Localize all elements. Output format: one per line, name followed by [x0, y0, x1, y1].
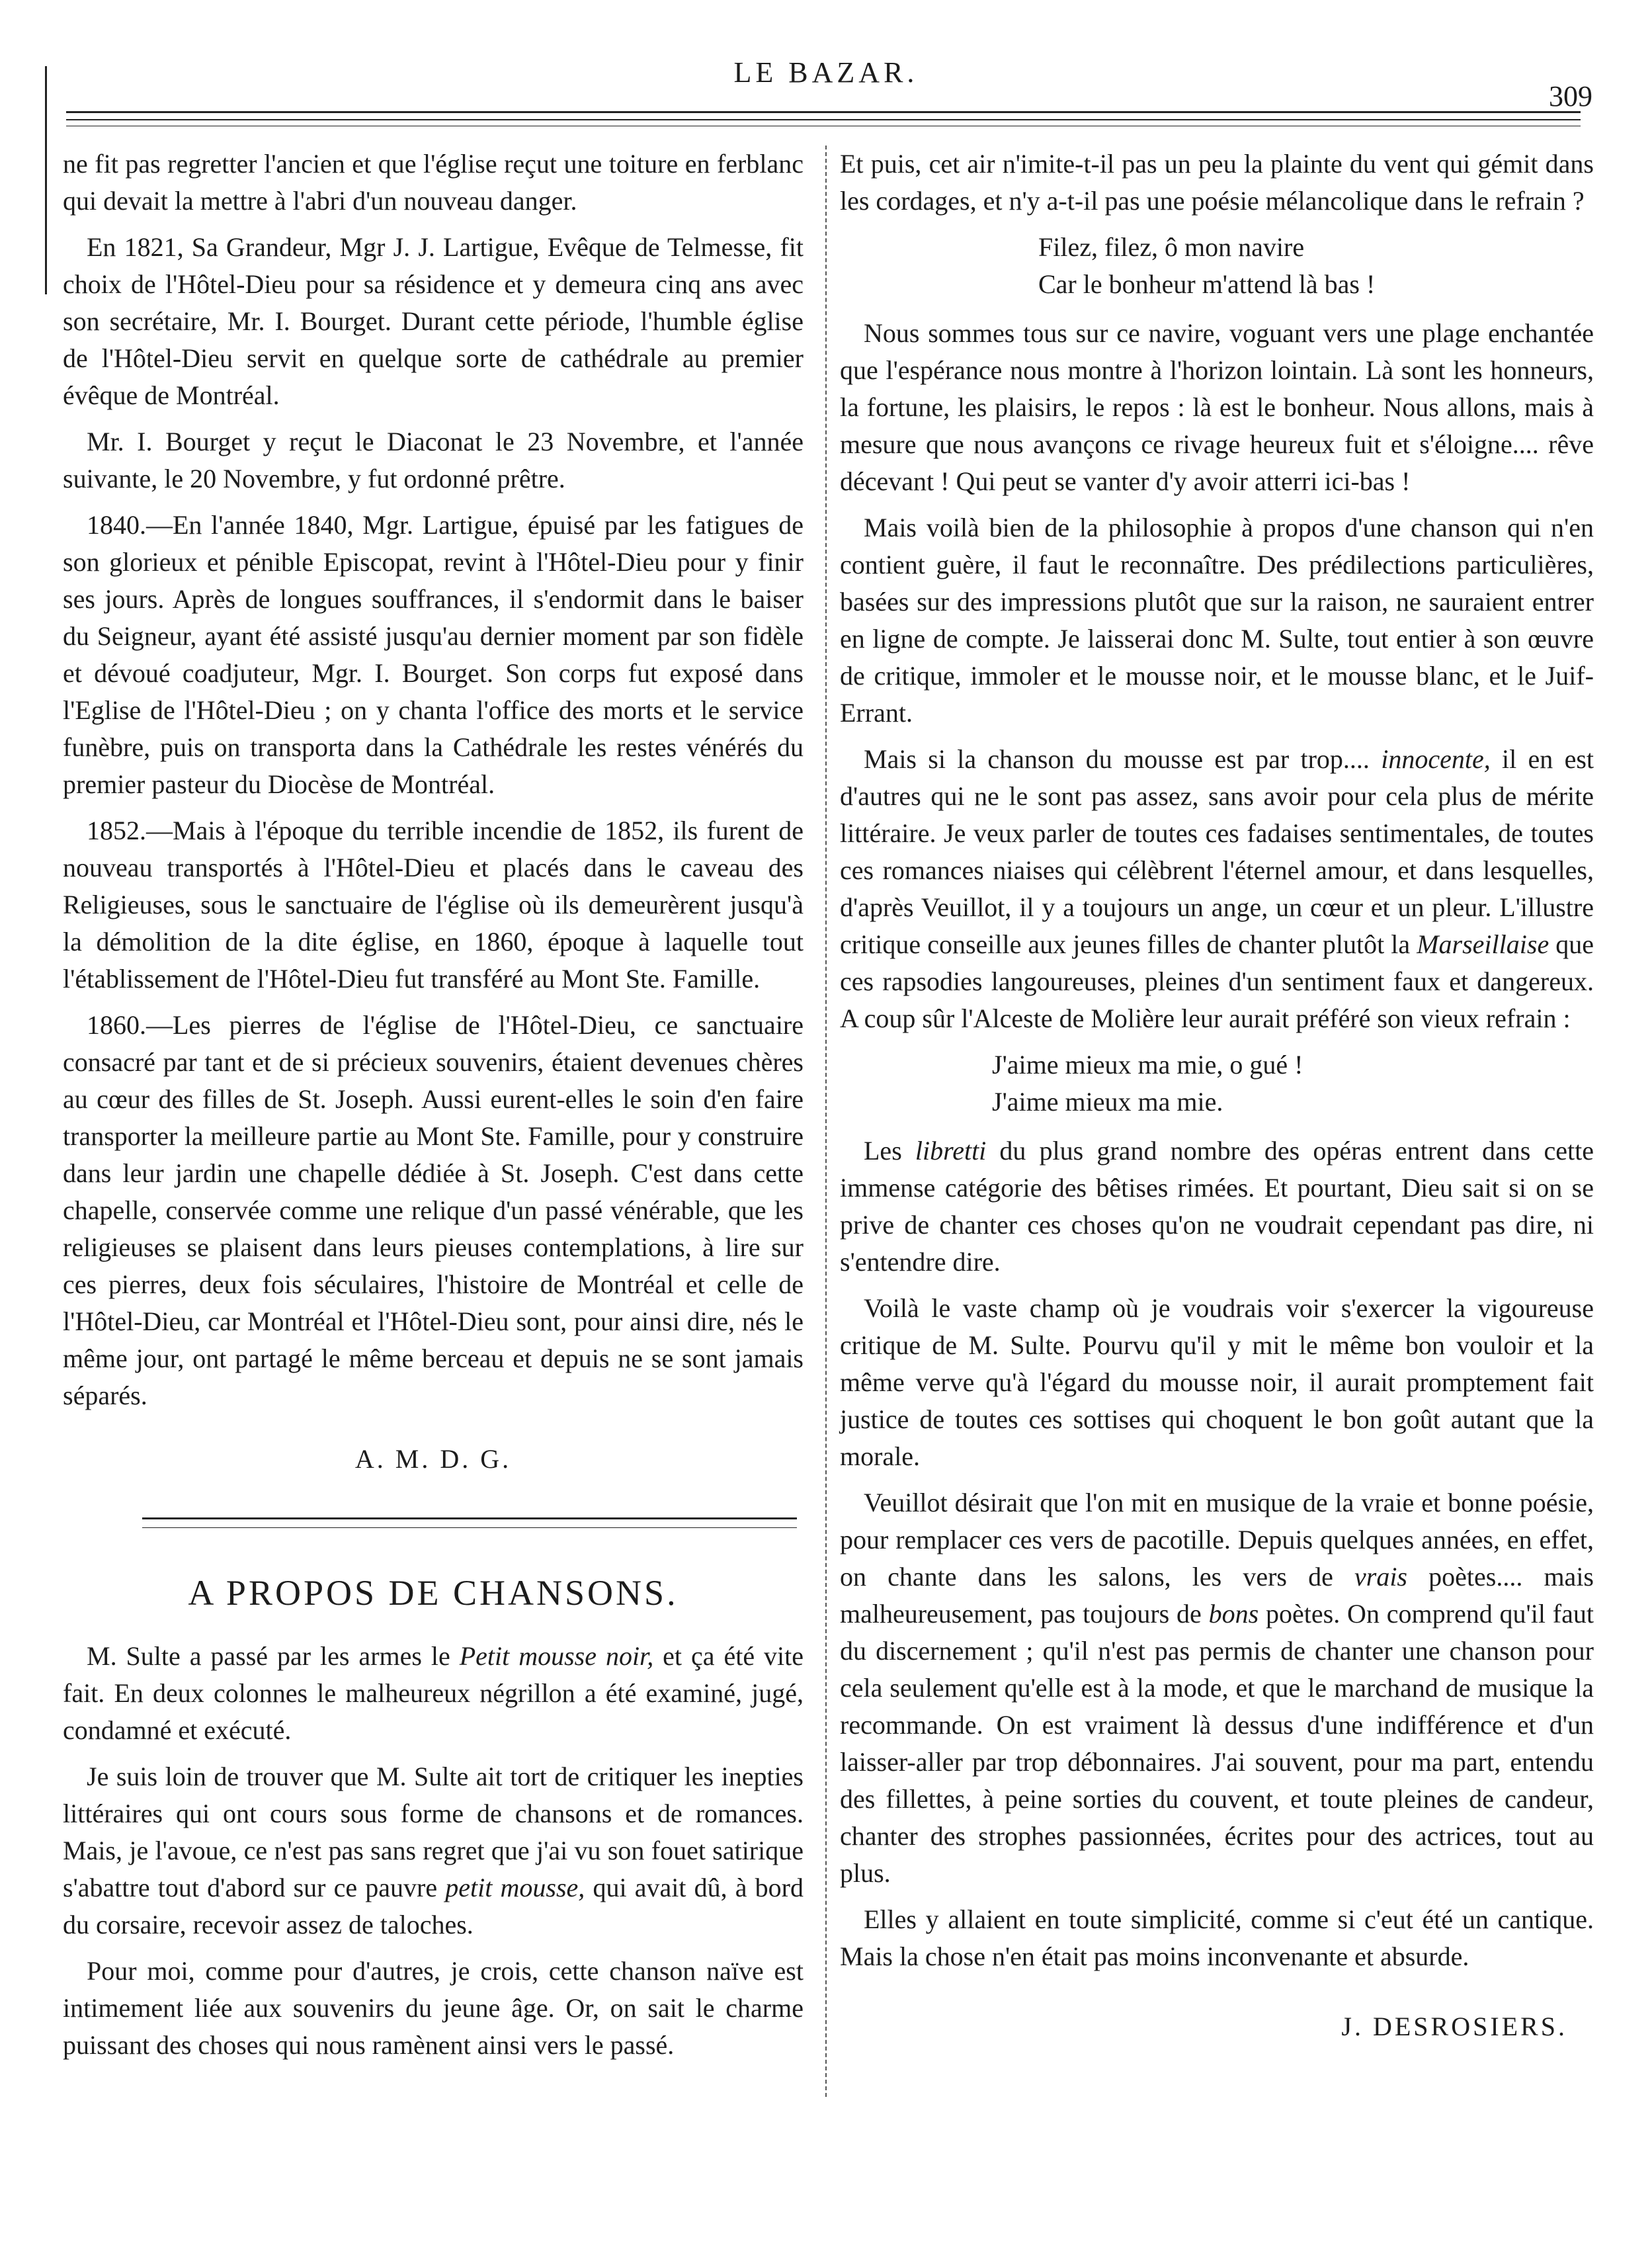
text-run: Pour moi, comme pour d'autres, je crois, cette chanson naïve est intimement liée aux souvenirs du jeune âge. Or, on sait le charme puissant des choses qui nous ramènent ainsi vers le passé. [63, 1956, 804, 2060]
column-divider [825, 146, 827, 2097]
text-run: il en est d'autres qui ne le sont pas assez, sans avoir pour cela plus de mérite littéraire. Je veux parler de toutes ces fadaises sentimentales, de toutes ces romances niaises qui célèbrent l'éternel amour, et dans lesquelles, d'après Veuillot, il y a toujours un ange, un cœur et un pleur. L'illustre critique conseille aux jeunes filles de chanter plutôt la [840, 744, 1594, 959]
left-column [63, 146, 804, 2073]
italic-text: bons [1208, 1599, 1259, 1629]
paragraph: ne fit pas regretter l'ancien et que l'église reçut une toiture en ferblanc qui devait la mettre à l'abri d'un nouveau danger. [63, 149, 804, 216]
text-run: Je suis loin de trouver que M. Sulte ait tort de critiquer les inepties littéraires qui ont cours sous forme de chansons et de romances. Mais, je l'avoue, ce n'est pas sans regret que j'ai vu son fouet satirique s'abattre tout d'abord sur ce pauvre [63, 1762, 804, 1902]
paragraph [840, 1484, 1594, 1892]
paragraph: Et puis, cet air n'imite-t-il pas un peu la plainte du vent qui gémit dans les cordages, et n'y a-t-il pas une poésie mélancolique dans le refrain ? [840, 149, 1594, 216]
text-run: poètes.... mais malheureusement, pas toujours de [840, 1562, 1594, 1629]
page-header [0, 46, 1652, 112]
paragraph [840, 1132, 1594, 1281]
right-column [840, 146, 1594, 2045]
text-run: Mais si la chanson du mousse est par trop.... [864, 744, 1382, 774]
paragraph: En 1821, Sa Grandeur, Mgr J. J. Lartigue, Evêque de Telmesse, fit choix de l'Hôtel-Dieu pour sa résidence et y demeura cinq ans avec son secrétaire, Mr. I. Bourget. Durant cette période, l'humble église de l'Hôtel-Dieu servit en quelque sorte de cathédrale au premier évêque de Montréal. [63, 232, 804, 410]
italic-text: petit mousse, [445, 1873, 585, 1902]
text-run: Veuillot désirait que l'on mit en musique de la vraie et bonne poésie, pour remplacer ces vers de pacotille. Depuis quelques années, en effet, on chante dans les salons, les vers de [840, 1488, 1594, 1592]
text-run: Les [864, 1136, 915, 1166]
verse-line: Filez, filez, ô mon navire [1038, 232, 1305, 262]
text-run: du plus grand nombre des opéras entrent dans cette immense catégorie des bêtises rimées. Et pourtant, Dieu sait si on se prive de chanter ces choses qu'on ne voudrait cependant pas dire, ni s'entendre dire. [840, 1136, 1594, 1277]
italic-text: libretti [915, 1136, 987, 1166]
text-run: poètes. On comprend qu'il faut du discernement ; qu'il n'est pas permis de chanter une chanson pour cela seulement qu'elle est à la mode, et que le marchand de musique la recommande. On est vraiment là dessus d'une indifférence et d'un laisser-aller par trop débonnaires. J'ai souvent, pour ma part, entendu des fillettes, à peine sorties du couvent, et toute pleines de candeur, chanter des strophes passionnées, écrites pour des actrices, tout au plus. [840, 1599, 1594, 1888]
section-divider [142, 1527, 797, 1528]
verse-line: Car le bonheur m'attend là bas ! [1038, 269, 1376, 299]
paragraph: 1852.—Mais à l'époque du terrible incendie de 1852, ils furent de nouveau transportés à l'Hôtel-Dieu et placés dans le caveau des Religieuses, sous le sanctuaire de l'église où ils demeurèrent jusqu'à la démolition de la dite église, en 1860, époque à laquelle tout l'établissement de l'Hôtel-Dieu fut transféré au Mont Ste. Famille. [63, 816, 804, 994]
text-run: et ça été vite fait. En deux colonnes le malheureux négrillon a été examiné, jugé, condamné et exécuté. [63, 1641, 804, 1745]
paragraph [63, 1953, 804, 2064]
paragraph [840, 741, 1594, 1037]
verse [840, 1046, 1594, 1121]
paragraph: 1840.—En l'année 1840, Mgr. Lartigue, épuisé par les fatigues de son glorieux et pénible Episcopat, revint à l'Hôtel-Dieu pour y finir ses jours. Après de longues souffrances, il s'endormit dans le baiser du Seigneur, ayant été assisté jusqu'au dernier moment par son fidèle et dévoué coadjuteur, Mgr. I. Bourget. Son corps fut exposé dans l'Eglise de l'Hôtel-Dieu ; on y chanta l'office des morts et le service funèbre, puis on transporta dans la Cathédrale les restes vénérés du premier pasteur du Diocèse de Montréal. [63, 510, 804, 799]
paragraph: Mr. I. Bourget y reçut le Diaconat le 23 Novembre, et l'année suivante, le 20 Novembre, y fut ordonné prêtre. [63, 427, 804, 493]
journal-title: LE BAZAR. [733, 56, 919, 89]
text-run: qui avait dû, à bord du corsaire, recevoir assez de taloches. [63, 1873, 804, 1939]
paragraph: Nous sommes tous sur ce navire, voguant vers une plage enchantée que l'espérance nous montre à l'horizon lointain. Là sont les honneurs, la fortune, les plaisirs, le repos : là est le bonheur. Nous allons, mais à mesure que nous avançons ce rivage heureux fuit et s'éloigne.... rêve décevant ! Qui peut se vanter d'y avoir atterri ici-bas ! [840, 318, 1594, 496]
section-divider [142, 1517, 797, 1519]
page-number: 309 [1549, 80, 1592, 112]
text-run: que ces rapsodies langoureuses, pleines d'un sentiment faux et dangereux. A coup sûr l'Alceste de Molière leur aurait préféré son vieux refrain : [840, 929, 1594, 1033]
article-title: A PROPOS DE CHANSONS. [188, 1573, 679, 1613]
paragraph: Elles y allaient en toute simplicité, comme si c'eut été un cantique. Mais la chose n'en était pas moins inconvenante et absurde. [840, 1904, 1594, 1971]
verse-line: J'aime mieux ma mie, o gué ! [992, 1050, 1303, 1080]
signature-amdg: A. M. D. G. [354, 1444, 512, 1474]
header-rule [66, 111, 1581, 113]
italic-text: Petit mousse noir, [459, 1641, 654, 1671]
verse-line: J'aime mieux ma mie. [992, 1087, 1223, 1117]
paragraph [63, 1758, 804, 1943]
italic-text: vrais [1354, 1562, 1407, 1592]
verse [840, 229, 1594, 303]
author-signature: J. DESROSIERS. [1341, 2012, 1567, 2041]
paragraph: Voilà le vaste champ où je voudrais voir s'exercer la vigoureuse critique de M. Sulte. Pourvu qu'il y mit le même bon vouloir et la même verve qu'à l'égard du mousse noir, il aurait promptement fait justice de toutes ces sottises qui choquent le bon goût autant que la morale. [840, 1293, 1594, 1471]
text-run: M. Sulte a passé par les armes le [87, 1641, 460, 1671]
paragraph [63, 1638, 804, 1749]
italic-text: Marseillaise [1417, 929, 1549, 959]
paragraph: Mais voilà bien de la philosophie à propos d'une chanson qui n'en contient guère, il faut le reconnaître. Des prédilections particulières, basées sur des impressions plutôt que sur la raison, ne sauraient entrer en ligne de compte. Je laisserai donc M. Sulte, tout entier à son œuvre de critique, immoler et le mousse noir, et le mousse blanc, et le Juif-Errant. [840, 513, 1594, 728]
header-rule [66, 119, 1581, 120]
italic-text: innocente, [1381, 744, 1491, 774]
paragraph: 1860.—Les pierres de l'église de l'Hôtel-Dieu, ce sanctuaire consacré par tant et de si précieux souvenirs, étaient devenues chères au cœur des filles de St. Joseph. Aussi eurent-elles le soin d'en faire transporter la meilleure partie au Mont Ste. Famille, pour y construire dans leur jardin une chapelle dédiée à St. Joseph. C'est dans cette chapelle, conservée comme une relique d'un passé vénérable, que les religieuses se plaisent dans leurs pieuses contemplations, à lire sur ces pierres, deux fois séculaires, l'histoire de Montréal et celle de l'Hôtel-Dieu, car Montréal et l'Hôtel-Dieu sont, pour ainsi dire, nés le même jour, ont partagé le même berceau et depuis ne se sont jamais séparés. [63, 1010, 804, 1410]
